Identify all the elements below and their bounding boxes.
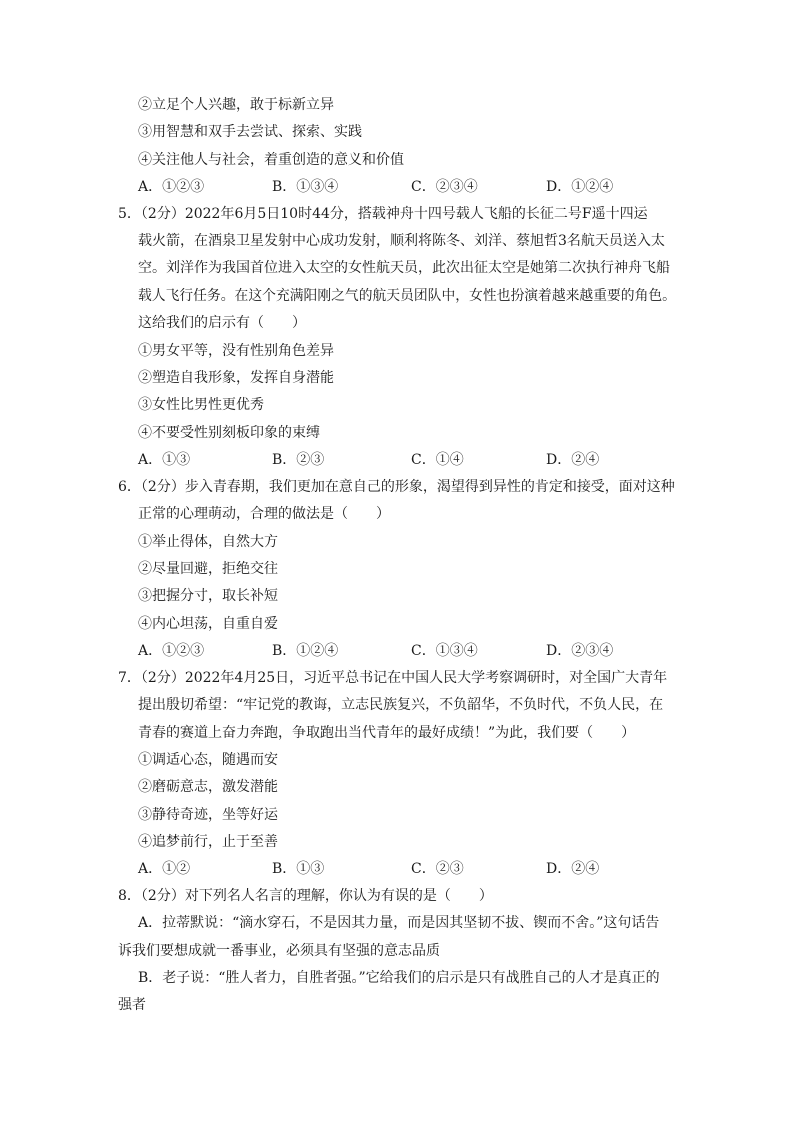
- q6-stem-1: 6．（2分）步入青春期，我们更加在意自己的形象，渴望得到异性的肯定和接受，面对这种: [118, 479, 675, 495]
- q6-statement-3: ③把握分寸，取长补短: [138, 588, 278, 604]
- q4-statement-2: ②立足个人兴趣，敢于标新立异: [138, 97, 334, 113]
- q4-statement-3: ③用智慧和双手去尝试、探索、实践: [138, 124, 362, 140]
- q6-statement-4: ④内心坦荡，自重自爱: [138, 616, 278, 632]
- q7-stem-3: 青春的赛道上奋力奔跑，争取跑出当代青年的最好成绩！”为此，我们要（ ）: [138, 725, 636, 741]
- q7-choice-b[interactable]: B．①③: [272, 861, 325, 877]
- q4-choice-b[interactable]: B．①③④: [272, 179, 339, 195]
- q8-option-b-line-1[interactable]: B．老子说：“胜人者力，自胜者强。”它给我们的启示是只有战胜自己的人才是真正的: [138, 970, 660, 986]
- q5-stem-2: 载火箭，在酒泉卫星发射中心成功发射，顺利将陈冬、刘洋、蔡旭哲3名航天员送入太: [138, 233, 665, 249]
- q6-choice-b[interactable]: B．①②④: [272, 643, 339, 659]
- q5-choice-c[interactable]: C．①④: [411, 452, 464, 468]
- q6-statement-2: ②尽量回避，拒绝交往: [138, 561, 278, 577]
- q5-stem-3: 空。刘洋作为我国首位进入太空的女性航天员，此次出征太空是她第二次执行神舟飞船: [138, 260, 670, 276]
- q7-statement-3: ③静待奇迹，坐等好运: [138, 807, 278, 823]
- q4-statement-4: ④关注他人与社会，着重创造的意义和价值: [138, 152, 404, 168]
- q5-choice-a[interactable]: A．①③: [138, 452, 191, 468]
- q7-statement-4: ④追梦前行，止于至善: [138, 834, 278, 850]
- q5-stem-5: 这给我们的启示有（ ）: [138, 315, 306, 331]
- q4-choice-c[interactable]: C．②③④: [411, 179, 478, 195]
- q5-statement-3: ③女性比男性更优秀: [138, 397, 264, 413]
- q7-stem-1: 7．（2分）2022年4月25日，习近平总书记在中国人民大学考察调研时，对全国广大青年: [118, 670, 668, 686]
- q6-choice-d[interactable]: D．②③④: [546, 643, 614, 659]
- q5-choice-b[interactable]: B．②③: [272, 452, 325, 468]
- q7-choice-a[interactable]: A．①②: [138, 861, 191, 877]
- q5-statement-1: ①男女平等，没有性别角色差异: [138, 343, 334, 359]
- q6-choice-c[interactable]: C．①③④: [411, 643, 478, 659]
- q5-choice-d[interactable]: D．②④: [546, 452, 600, 468]
- q7-statement-1: ①调适心态，随遇而安: [138, 752, 278, 768]
- q7-choice-c[interactable]: C．②③: [411, 861, 464, 877]
- q5-stem-1: 5．（2分）2022年6月5日10时44分，搭载神舟十四号载人飞船的长征二号F遥十四运: [118, 206, 648, 222]
- q5-statement-4: ④不要受性别刻板印象的束缚: [138, 425, 320, 441]
- q6-statement-1: ①举止得体，自然大方: [138, 534, 278, 550]
- q6-stem-2: 正常的心理萌动，合理的做法是（ ）: [138, 506, 390, 522]
- q8-stem: 8．（2分）对下列名人名言的理解，你认为有误的是（ ）: [118, 888, 493, 904]
- q7-stem-2: 提出殷切希望：“牢记党的教诲，立志民族复兴，不负韶华，不负时代，不负人民，在: [138, 697, 664, 713]
- q8-option-a-line-2: 诉我们要想成就一番事业，必须具有坚强的意志品质: [118, 943, 440, 959]
- q5-statement-2: ②塑造自我形象，发挥自身潜能: [138, 370, 334, 386]
- q8-option-a-line-1[interactable]: A．拉蒂默说：“滴水穿石，不是因其力量，而是因其坚韧不拔、锲而不舍。”这句话告: [138, 915, 660, 931]
- q8-option-b-line-2: 强者: [118, 997, 146, 1013]
- q6-choice-a[interactable]: A．①②③: [138, 643, 205, 659]
- q7-statement-2: ②磨砺意志，激发潜能: [138, 779, 278, 795]
- q5-stem-4: 载人飞行任务。在这个充满阳刚之气的航天员团队中，女性也扮演着越来越重要的角色。: [138, 288, 676, 304]
- q4-choice-d[interactable]: D．①②④: [546, 179, 614, 195]
- q4-choice-a[interactable]: A．①②③: [138, 179, 205, 195]
- q7-choice-d[interactable]: D．②④: [546, 861, 600, 877]
